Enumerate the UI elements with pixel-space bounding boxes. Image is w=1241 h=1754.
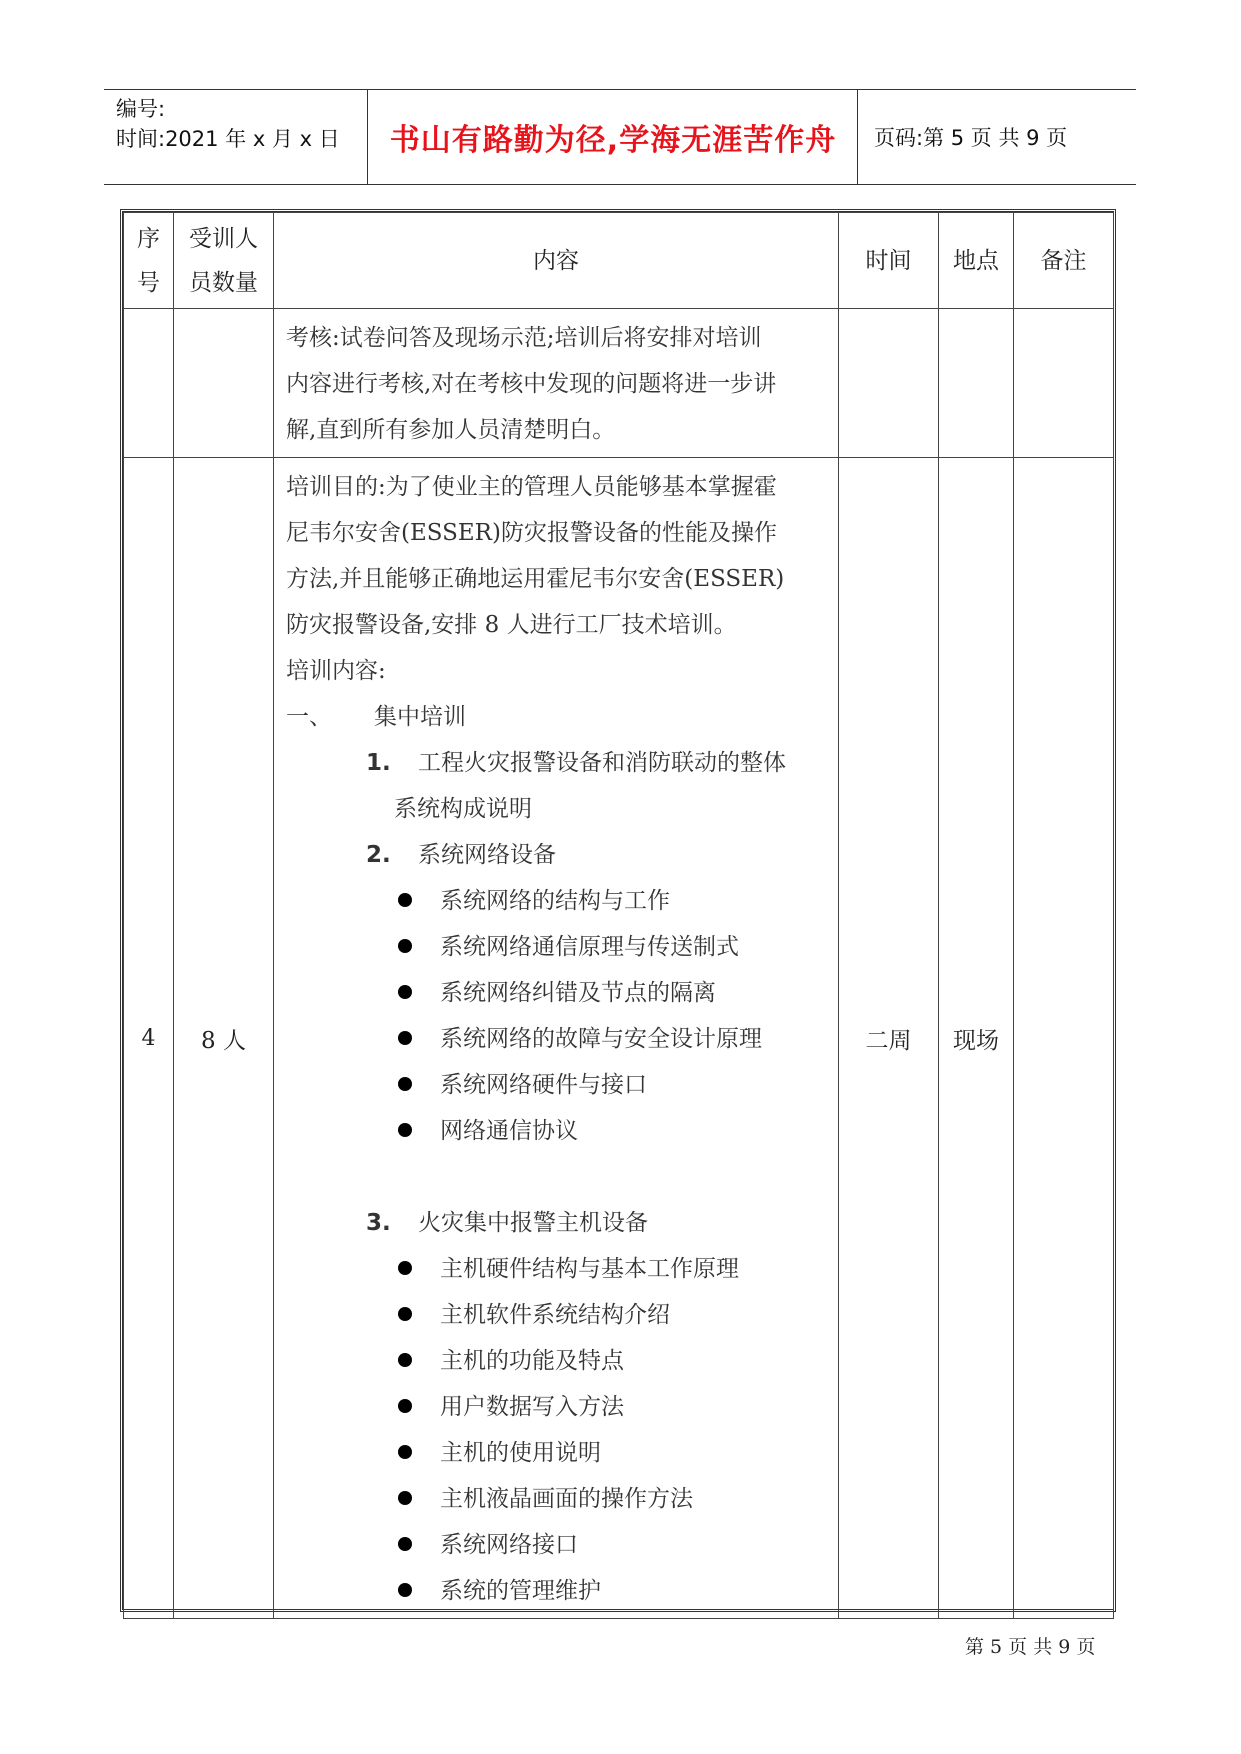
table-row (124, 309, 1114, 458)
remarks-cell (1014, 309, 1114, 458)
location-cell: 现场 (939, 458, 1014, 1619)
item-continuation: 系统构成说明 (394, 796, 532, 822)
page-header (104, 89, 1136, 185)
trainees-cell (174, 309, 274, 458)
bullet-item: 主机的使用说明 (286, 1430, 830, 1476)
seq-cell: 4 (124, 458, 174, 1619)
col-header-location: 地点 (939, 213, 1014, 309)
item-number: 2. (366, 842, 391, 868)
header-page-number: 页码:第 5 页 共 9 页 (874, 126, 1068, 150)
item-title: 系统网络设备 (418, 842, 556, 868)
bullet-item: 网络通信协议 (286, 1108, 830, 1154)
header-divider (857, 90, 858, 184)
bullet-dot-icon (398, 985, 412, 999)
bullet-item: 系统网络纠错及节点的隔离 (286, 970, 830, 1016)
bullet-item: 主机软件系统结构介绍 (286, 1292, 830, 1338)
item-title: 工程火灾报警设备和消防联动的整体 (418, 750, 786, 776)
header-divider (367, 90, 368, 184)
bullet-item: 系统网络的结构与工作 (286, 878, 830, 924)
bullet-dot-icon (398, 1353, 412, 1367)
training-table (123, 212, 1114, 1619)
list-item (286, 832, 830, 878)
content-line: 解,直到所有参加人员清楚明白。 (286, 417, 616, 443)
bullet-dot-icon (398, 1537, 412, 1551)
bullet-dot-icon (398, 939, 412, 953)
training-table-frame (120, 209, 1116, 1612)
location-cell (939, 309, 1014, 458)
purpose-line: 培训目的:为了使业主的管理人员能够基本掌握霍 (286, 474, 777, 500)
col-header-content: 内容 (274, 213, 839, 309)
bullet-dot-icon (398, 893, 412, 907)
col-header-trainees: 受训人 员数量 (174, 213, 274, 309)
bullet-dot-icon (398, 1077, 412, 1091)
item-number: 1. (366, 750, 391, 776)
table-header-row (124, 213, 1114, 309)
bullet-item: 主机的功能及特点 (286, 1338, 830, 1384)
content-label: 培训内容: (286, 658, 386, 684)
time-label: 时间:2021 年 x 月 x 日 (116, 127, 340, 151)
spacer (286, 1154, 830, 1200)
item-number: 3. (366, 1210, 391, 1236)
bullet-dot-icon (398, 1261, 412, 1275)
item-title: 火灾集中报警主机设备 (418, 1210, 648, 1236)
bullet-dot-icon (398, 1491, 412, 1505)
bullet-item: 系统网络接口 (286, 1522, 830, 1568)
col-header-remarks: 备注 (1014, 213, 1114, 309)
remarks-cell (1014, 458, 1114, 1619)
list-item (286, 740, 830, 786)
purpose-line: 防灾报警设备,安排 8 人进行工厂技术培训。 (286, 612, 737, 638)
bullet-item: 主机硬件结构与基本工作原理 (286, 1246, 830, 1292)
section-title: 集中培训 (374, 704, 466, 730)
purpose-line: 尼韦尔安舍(ESSER)防灾报警设备的性能及操作 (286, 520, 777, 546)
purpose-line: 方法,并且能够正确地运用霍尼韦尔安舍(ESSER) (286, 566, 785, 592)
seq-cell (124, 309, 174, 458)
bullet-dot-icon (398, 1583, 412, 1597)
time-cell: 二周 (839, 458, 939, 1619)
list-item (286, 1200, 830, 1246)
bullet-item: 系统的管理维护 (286, 1568, 830, 1614)
content-line: 内容进行考核,对在考核中发现的问题将进一步讲 (286, 371, 777, 397)
section-number: 一、 (286, 704, 332, 730)
header-motto: 书山有路勤为径,学海无涯苦作舟 (389, 123, 837, 158)
bullet-dot-icon (398, 1399, 412, 1413)
header-meta (116, 94, 340, 154)
bullet-item: 系统网络通信原理与传送制式 (286, 924, 830, 970)
bullet-dot-icon (398, 1031, 412, 1045)
footer-page-number: 第 5 页 共 9 页 (965, 1636, 1096, 1658)
col-header-seq: 序 号 (124, 213, 174, 309)
content-line: 考核:试卷问答及现场示范;培训后将安排对培训 (286, 325, 762, 351)
section-heading (286, 694, 830, 740)
time-cell (839, 309, 939, 458)
table-row (124, 458, 1114, 1619)
bullet-item: 主机液晶画面的操作方法 (286, 1476, 830, 1522)
bullet-item: 系统网络硬件与接口 (286, 1062, 830, 1108)
bullet-dot-icon (398, 1445, 412, 1459)
training-content-cell (274, 458, 839, 1619)
bullet-item: 系统网络的故障与安全设计原理 (286, 1016, 830, 1062)
bullet-item: 用户数据写入方法 (286, 1384, 830, 1430)
bullet-dot-icon (398, 1307, 412, 1321)
number-label: 编号: (116, 97, 166, 121)
col-header-time: 时间 (839, 213, 939, 309)
exam-content-cell (274, 309, 839, 458)
trainees-cell: 8 人 (174, 458, 274, 1619)
bullet-dot-icon (398, 1123, 412, 1137)
